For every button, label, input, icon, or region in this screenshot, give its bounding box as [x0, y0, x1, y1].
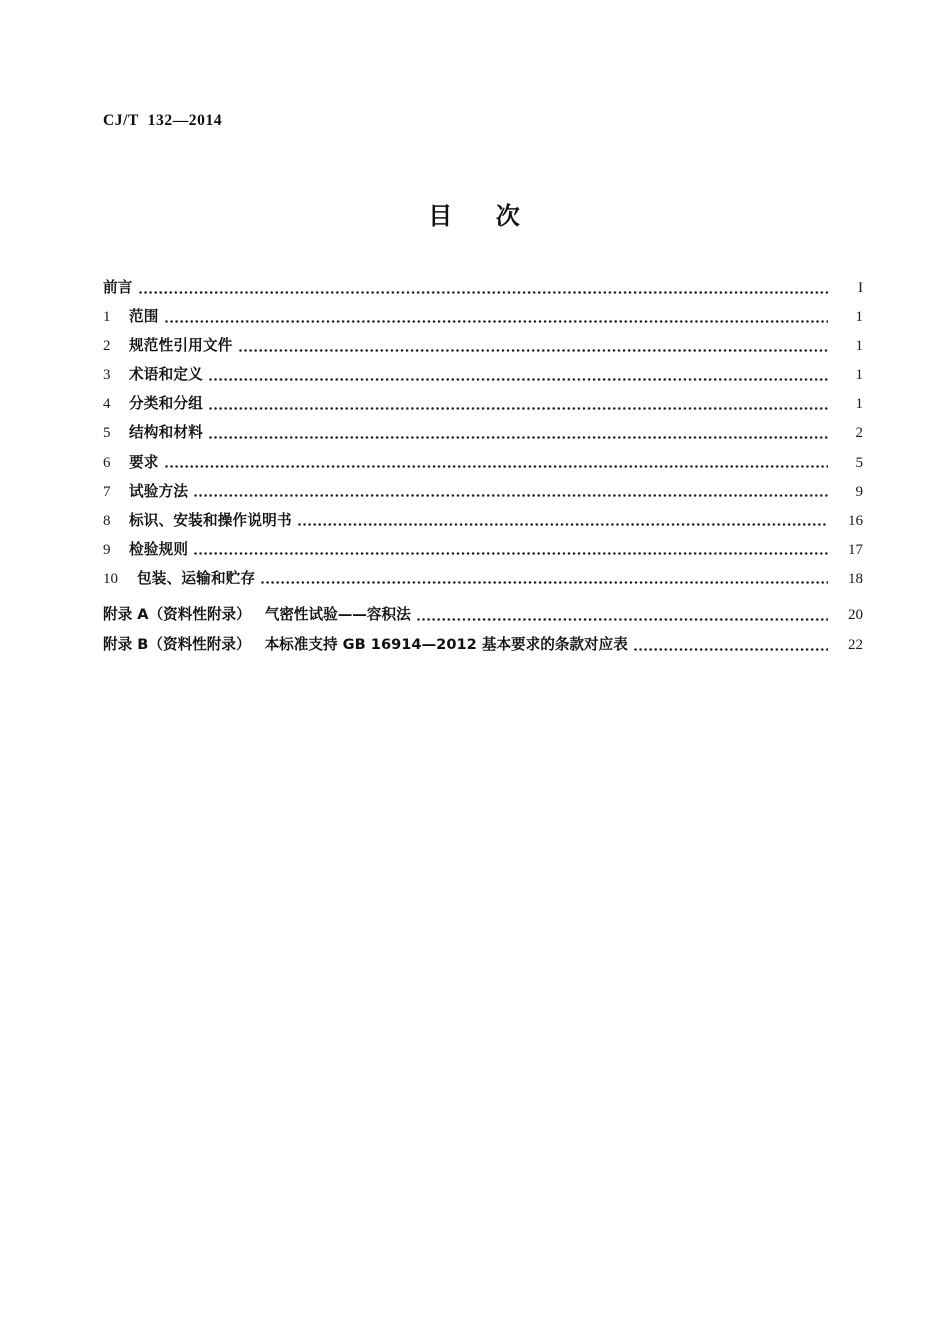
annex-title: 气密性试验——容积法: [264, 606, 411, 624]
toc-entry-number: 2: [103, 338, 111, 355]
toc-entry-label: 前言: [103, 279, 133, 296]
dot-leader: [209, 429, 828, 443]
annex-title: 本标准支持 GB 16914—2012 基本要求的条款对应表: [264, 636, 628, 654]
toc-entry-label: 结构和材料: [129, 424, 203, 442]
dot-leader: [194, 545, 828, 559]
toc-entry-label: 要求: [129, 453, 159, 471]
table-of-contents: [103, 276, 863, 663]
toc-entry-8[interactable]: [103, 509, 863, 538]
dot-leader: [298, 516, 828, 530]
toc-entry-5[interactable]: [103, 421, 863, 450]
toc-entry-page: 9: [855, 483, 863, 500]
page-title: 目 次: [428, 202, 522, 230]
toc-entry-number: 4: [103, 396, 111, 413]
dot-leader: [194, 487, 828, 501]
toc-entry-label: 范围: [129, 308, 159, 326]
toc-entry-page: 18: [848, 570, 863, 587]
dot-leader: [139, 284, 828, 298]
toc-entry-foreword[interactable]: [103, 276, 863, 305]
toc-entry-label: 检验规则: [129, 540, 189, 558]
toc-entry-number: 8: [103, 512, 111, 529]
dot-leader: [634, 641, 828, 655]
toc-entry-10[interactable]: [103, 567, 863, 596]
dot-leader: [239, 342, 828, 356]
dot-leader: [417, 611, 828, 625]
toc-entry-4[interactable]: [103, 392, 863, 421]
toc-entry-number: 1: [103, 309, 111, 326]
dot-leader: [165, 458, 828, 472]
toc-entry-page: 20: [848, 607, 863, 624]
toc-entry-label: 标识、安装和操作说明书: [129, 511, 292, 529]
toc-entry-9[interactable]: [103, 538, 863, 567]
toc-entry-page: 22: [848, 637, 863, 654]
toc-entry-page: 1: [855, 396, 863, 413]
toc-entry-page: 16: [848, 512, 863, 529]
annex-designation: 附录 A（资料性附录）: [103, 606, 251, 624]
toc-entry-label: 包装、运输和贮存: [137, 569, 256, 587]
standard-code-header: CJ/T 132—2014: [103, 112, 223, 129]
toc-entry-annex-a[interactable]: [103, 603, 863, 633]
toc-entry-page: 1: [855, 309, 863, 326]
toc-entry-annex-b[interactable]: [103, 633, 863, 663]
toc-entry-3[interactable]: [103, 363, 863, 392]
toc-entry-number: 3: [103, 367, 111, 384]
toc-entry-label: 分类和分组: [129, 395, 203, 413]
toc-entry-number: 7: [103, 483, 111, 500]
toc-entry-label: 试验方法: [129, 482, 189, 500]
toc-entry-page: 5: [855, 454, 863, 471]
toc-entry-7[interactable]: [103, 480, 863, 509]
toc-entry-label: 术语和定义: [129, 366, 203, 384]
toc-entry-page: I: [858, 280, 863, 296]
toc-entry-number: 10: [103, 570, 118, 587]
toc-entry-label: 规范性引用文件: [129, 337, 233, 355]
toc-entry-page: 2: [855, 425, 863, 442]
toc-entry-number: 5: [103, 425, 111, 442]
toc-entry-page: 1: [855, 367, 863, 384]
dot-leader: [209, 371, 828, 385]
annex-designation: 附录 B（资料性附录）: [103, 636, 251, 654]
toc-entry-2[interactable]: [103, 334, 863, 363]
toc-entry-page: 17: [848, 541, 863, 558]
toc-entry-1[interactable]: [103, 305, 863, 334]
toc-entry-page: 1: [855, 338, 863, 355]
dot-leader: [165, 313, 828, 327]
dot-leader: [209, 400, 828, 414]
toc-entry-6[interactable]: [103, 451, 863, 480]
dot-leader: [261, 574, 828, 588]
toc-entry-number: 9: [103, 541, 111, 558]
toc-entry-number: 6: [103, 454, 111, 471]
